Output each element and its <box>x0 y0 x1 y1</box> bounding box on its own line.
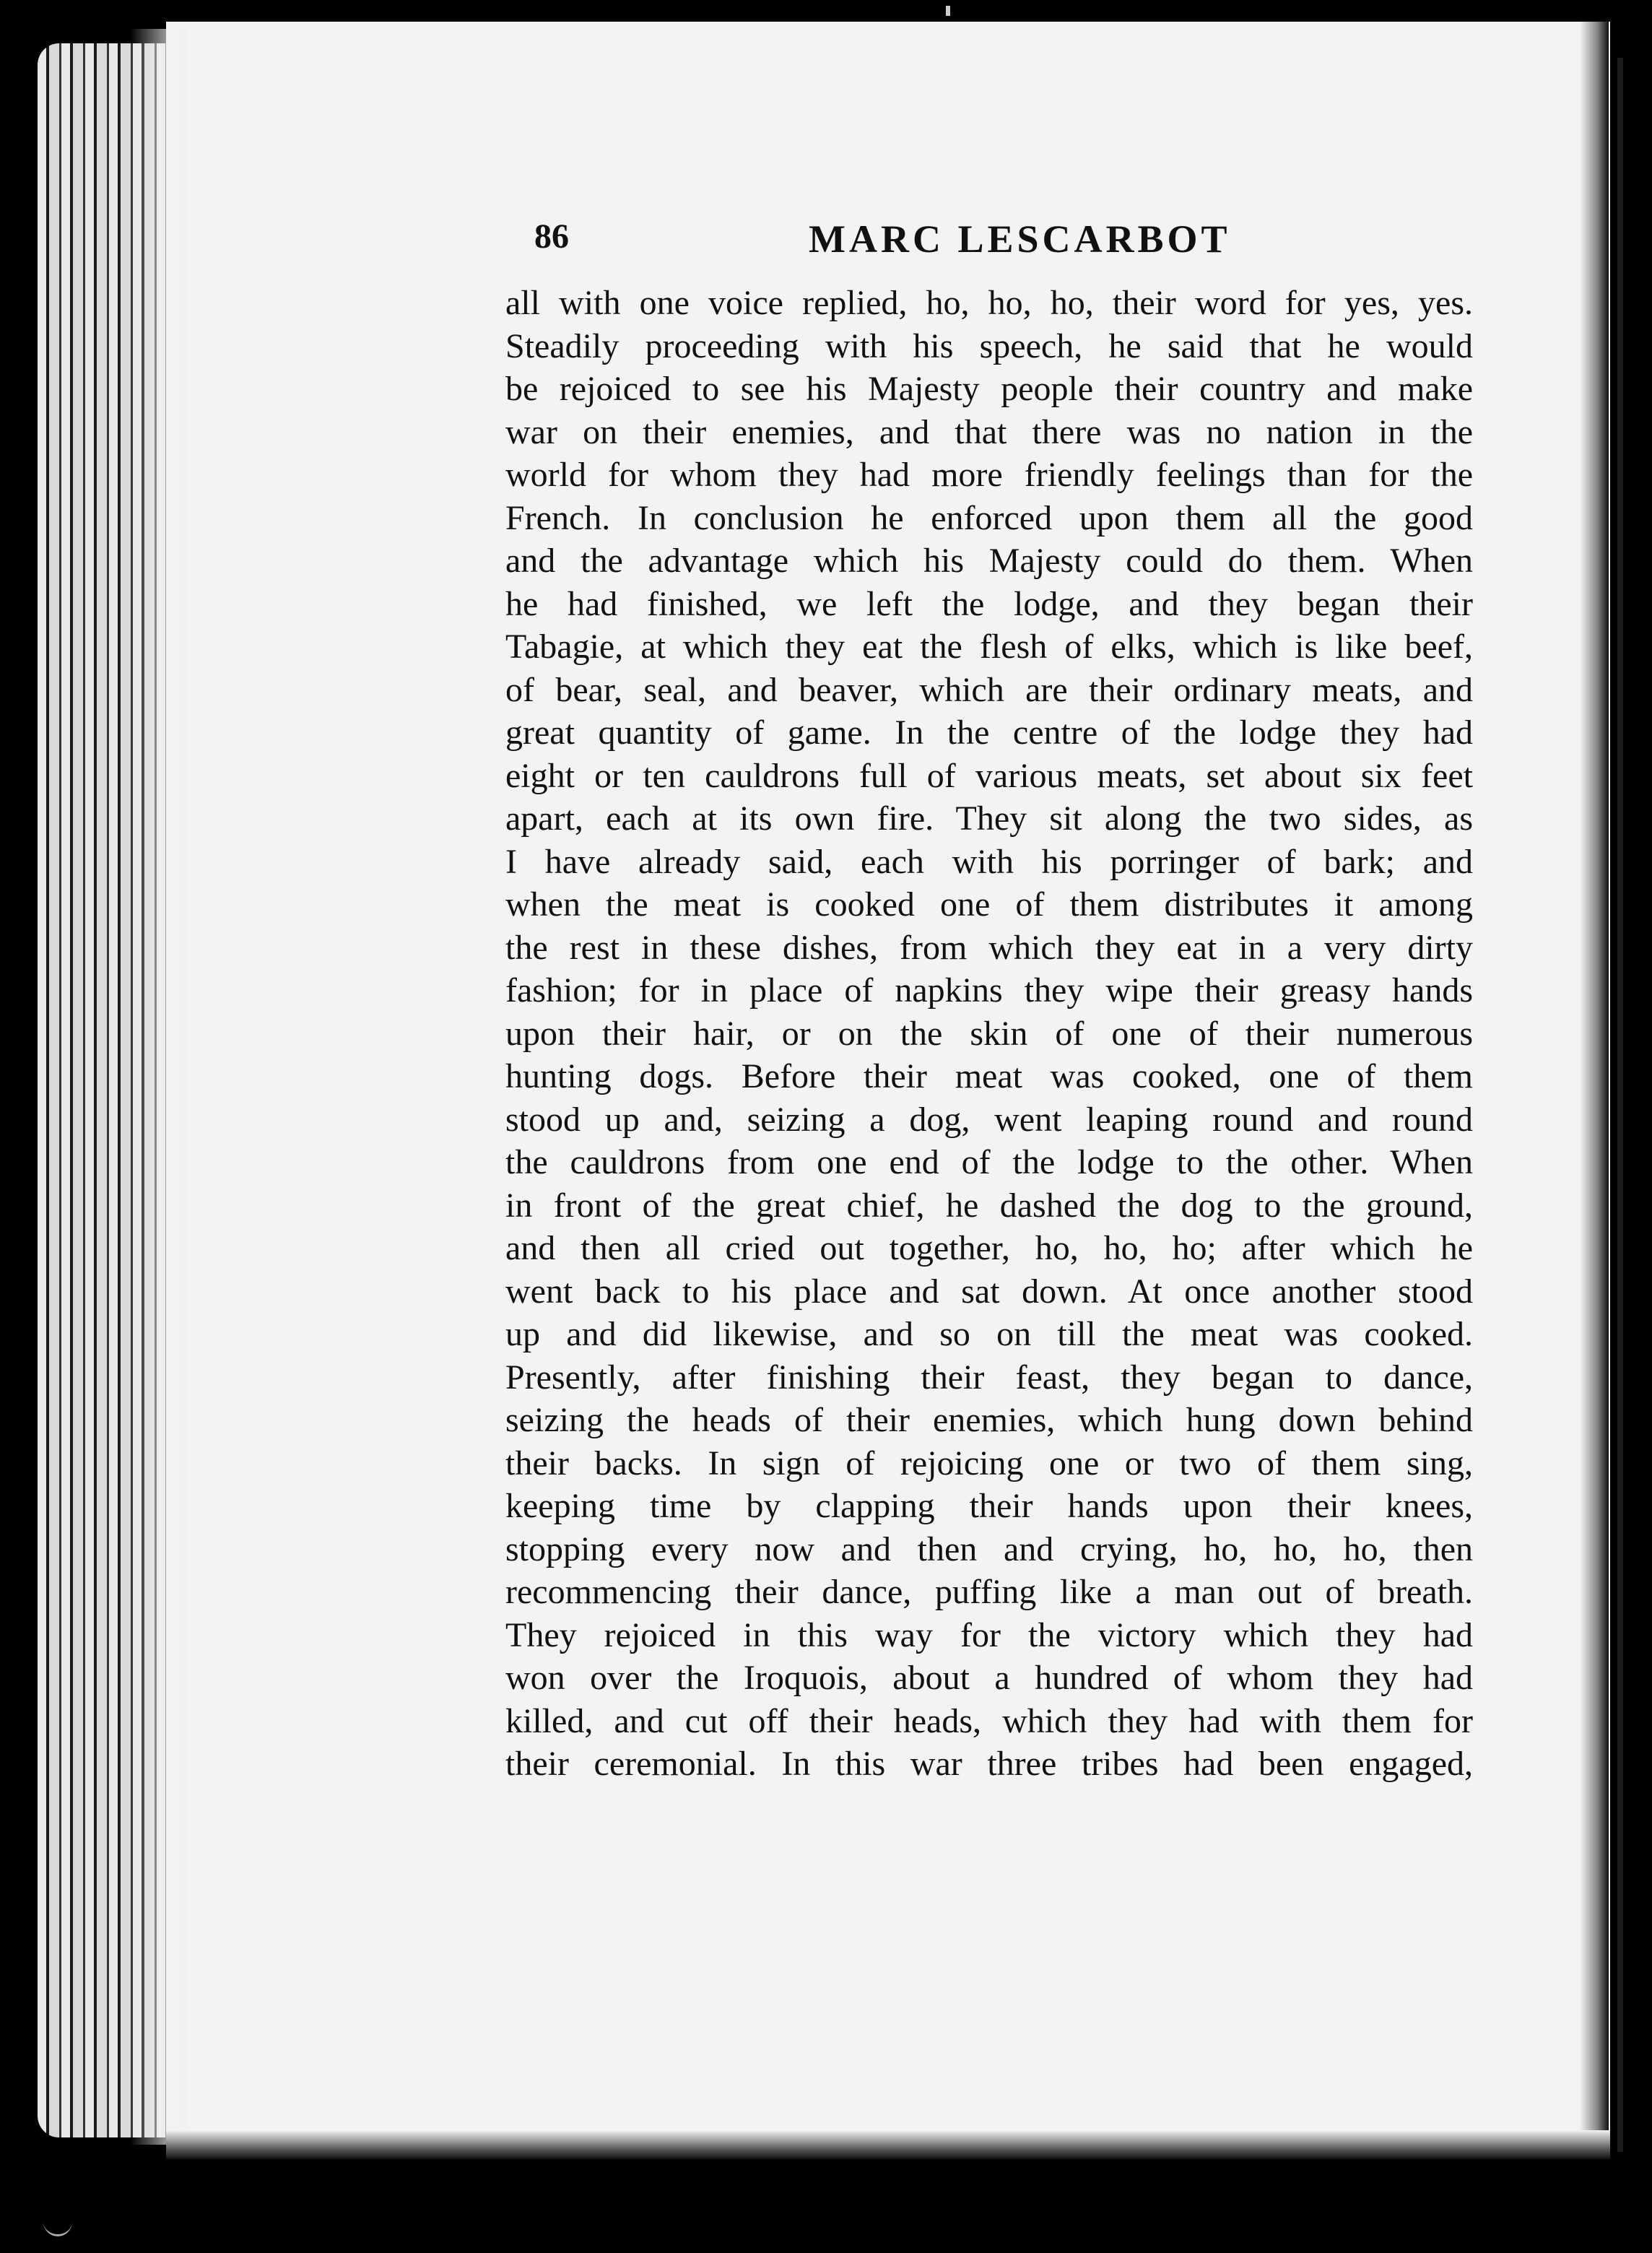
text-line: hunting dogs. Before their meat was cooked, one of them <box>505 1057 1473 1095</box>
text-line: their ceremonial. In this war three tribes had been engaged, <box>505 1745 1473 1783</box>
text-line: stood up and, seizing a dog, went leaping round and round <box>505 1100 1473 1139</box>
text-line: Steadily proceeding with his speech, he said that he would <box>505 326 1473 365</box>
text-line: eight or ten cauldrons full of various meats, set about six feet <box>505 756 1473 795</box>
text-line: stopping every now and then and crying, ho, ho, ho, then <box>505 1529 1473 1568</box>
text-line: great quantity of game. In the centre of the lodge they had <box>505 713 1473 752</box>
text-line: They rejoiced in this way for the victory which they had <box>505 1615 1473 1654</box>
text-line: recommencing their dance, puffing like a man out of breath. <box>505 1573 1473 1611</box>
page-bottom-shadow <box>166 2130 1610 2159</box>
text-line: world for whom they had more friendly feelings than for the <box>505 456 1473 494</box>
scan-speck <box>946 6 950 16</box>
page-right-shadow <box>1580 22 1609 2159</box>
text-line: I have already said, each with his porringer of bark; and <box>505 842 1473 881</box>
text-line: French. In conclusion he enforced upon them all the good <box>505 498 1473 537</box>
text-line: the rest in these dishes, from which they eat in a very dirty <box>505 928 1473 967</box>
page-edge-shading <box>130 29 188 2145</box>
text-line: war on their enemies, and that there was no nation in the <box>505 412 1473 451</box>
scan-mark <box>43 2218 72 2236</box>
text-line: he had finished, we left the lodge, and they began their <box>505 584 1473 623</box>
binding-rule <box>1617 58 1623 2152</box>
text-line: fashion; for in place of napkins they wipe their greasy hands <box>505 971 1473 1010</box>
text-line: be rejoiced to see his Majesty people their country and make <box>505 370 1473 408</box>
text-line: their backs. In sign of rejoicing one or two of them sing, <box>505 1444 1473 1483</box>
text-line: when the meat is cooked one of them distributes it among <box>505 885 1473 924</box>
text-line: went back to his place and sat down. At once another stood <box>505 1272 1473 1311</box>
text-line: apart, each at its own fire. They sit along the two sides, as <box>505 799 1473 838</box>
text-line: seizing the heads of their enemies, which hung down behind <box>505 1401 1473 1439</box>
body-text <box>505 282 1473 1786</box>
text-line: Tabagie, at which they eat the flesh of elks, which is like beef, <box>505 628 1473 666</box>
running-head: MARC LESCARBOT <box>809 217 1231 261</box>
text-line: and then all cried out together, ho, ho, ho; after which he <box>505 1229 1473 1267</box>
text-line: upon their hair, or on the skin of one of their numerous <box>505 1014 1473 1053</box>
text-line: up and did likewise, and so on till the meat was cooked. <box>505 1315 1473 1353</box>
text-line: in front of the great chief, he dashed the dog to the ground, <box>505 1186 1473 1225</box>
text-line: killed, and cut off their heads, which they had with them for <box>505 1701 1473 1740</box>
page-number: 86 <box>534 217 569 256</box>
text-line: of bear, seal, and beaver, which are their ordinary meats, and <box>505 670 1473 709</box>
text-line: all with one voice replied, ho, ho, ho, their word for yes, yes. <box>505 284 1473 322</box>
text-line: and the advantage which his Majesty could do them. When <box>505 542 1473 580</box>
text-line: keeping time by clapping their hands upon their knees, <box>505 1487 1473 1525</box>
text-line: won over the Iroquois, about a hundred of whom they had <box>505 1659 1473 1697</box>
page-header <box>534 217 1473 274</box>
text-line: the cauldrons from one end of the lodge to the other. When <box>505 1143 1473 1181</box>
text-line: Presently, after finishing their feast, they began to dance, <box>505 1358 1473 1397</box>
